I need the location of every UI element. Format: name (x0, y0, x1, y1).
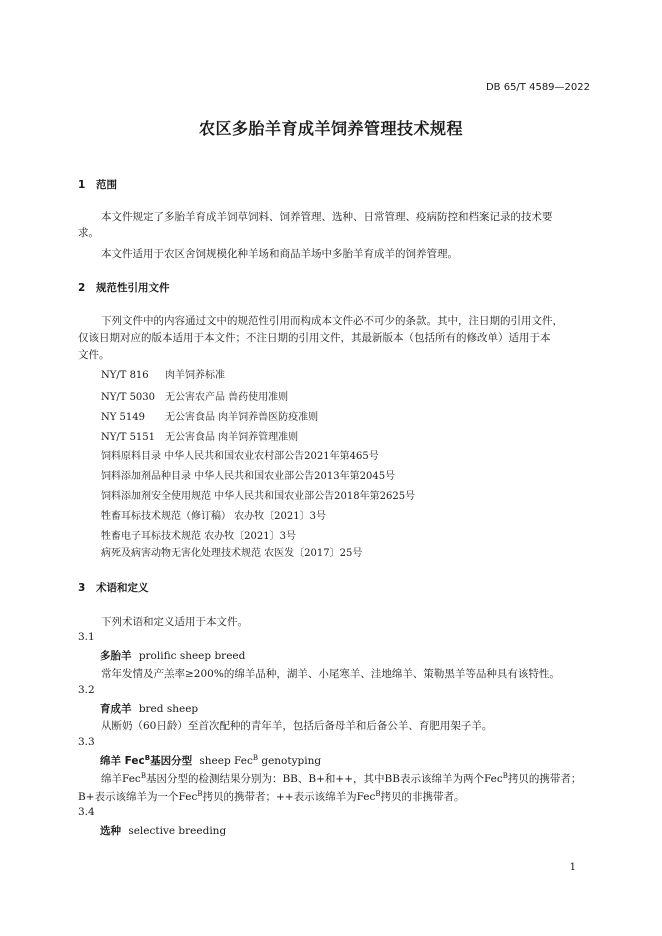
term-definition: 从断奶（60日龄）至首次配种的青年羊，包括后备母羊和后备公羊、育肥用架子羊。 (101, 720, 493, 732)
term-name-en-part: genotyping (261, 755, 322, 767)
term-name-en: bred sheep (138, 703, 199, 715)
section-2-number: 2 (78, 282, 86, 294)
reference-code: NY/T 5151 (101, 432, 156, 443)
reference-title: 无公害农产品 兽药使用准则 (165, 392, 289, 403)
section-2-title: 规范性引用文件 (96, 282, 170, 294)
reference-doc: 饲料添加剂品种目录 中华人民共和国农业部公告2013年第2045号 (101, 471, 396, 482)
reference-item (101, 388, 288, 403)
reference-doc: 牲畜电子耳标技术规范 农办牧〔2021〕3号 (101, 531, 296, 542)
term-name (100, 753, 321, 768)
definition-part: B+表示该绵羊为一个Fec (78, 791, 198, 803)
reference-item (101, 408, 318, 423)
term-name (100, 823, 226, 838)
superscript: B (140, 772, 146, 780)
section-3-intro: 下列术语和定义适用于本文件。 (101, 616, 248, 628)
reference-item (101, 428, 298, 443)
term-number: 3.2 (78, 684, 95, 696)
term-number: 3.4 (78, 806, 95, 818)
definition-part: 拷贝的携带者；++表示该绵羊为Fec (202, 791, 376, 803)
section-2-heading (78, 280, 170, 295)
term-name-zh: 育成羊 (100, 703, 132, 715)
definition-part: 绵羊Fec (101, 773, 141, 785)
superscript: B (144, 754, 151, 762)
term-definition-line-2 (78, 789, 465, 804)
section-1-para-1-line-2: 求。 (78, 227, 99, 239)
section-3-title: 术语和定义 (96, 582, 149, 594)
definition-part: 拷贝的非携带者。 (380, 791, 465, 803)
reference-doc: 饲料原料目录 中华人民共和国农业农村部公告2021年第465号 (101, 451, 379, 462)
reference-doc: 牲畜耳标技术规范（修订稿） 农办牧〔2021〕3号 (101, 511, 326, 522)
term-name (100, 701, 198, 716)
term-name-zh: 多胎羊 (100, 650, 132, 662)
term-definition: 常年发情及产羔率≥200%的绵羊品种，湖羊、小尾寒羊、洼地绵羊、策勒黑羊等品种具有该特性。 (101, 668, 560, 680)
document-title: 农区多胎羊育成羊饲养管理技术规程 (198, 119, 463, 138)
section-2-intro-line-1: 下列文件中的内容通过文中的规范性引用而构成本文件必不可少的条款。其中，注日期的引用文件， (101, 315, 563, 327)
term-number: 3.1 (78, 631, 95, 643)
page-number: 1 (569, 862, 576, 873)
term-number: 3.3 (78, 736, 95, 748)
reference-code: NY/T 5030 (101, 392, 156, 403)
reference-title: 无公害食品 肉羊饲养兽医防疫准则 (165, 412, 319, 423)
reference-doc: 病死及病害动物无害化处理技术规范 农医发〔2017〕25号 (101, 548, 363, 559)
section-3-number: 3 (78, 582, 86, 594)
term-name-zh: 选种 (100, 825, 121, 837)
term-definition-line-1 (101, 771, 581, 786)
term-name-en (199, 755, 321, 767)
definition-part: 基因分型的检测结果分别为：BB、B+和++，其中BB表示该绵羊为两个Fec (145, 773, 503, 785)
reference-title: 肉羊饲养标准 (165, 370, 225, 381)
term-name (100, 648, 245, 663)
section-1-heading (78, 177, 117, 192)
document-code: DB 65/T 4589—2022 (485, 82, 590, 93)
section-1-para-1-line-1: 本文件规定了多胎羊育成羊饲草饲料、饲养管理、选种、日常管理、疫病防控和档案记录的技术要 (101, 211, 553, 223)
term-name-part: 绵羊 Fec (100, 755, 145, 767)
superscript: B (197, 790, 203, 798)
section-3-heading (78, 580, 149, 595)
section-1-para-2: 本文件适用于农区舍饲规模化种羊场和商品羊场中多胎羊育成羊的饲养管理。 (101, 248, 458, 260)
section-1-title: 范围 (96, 179, 117, 191)
term-name-part: 基因分型 (150, 755, 193, 767)
reference-doc: 饲料添加剂安全使用规范 中华人民共和国农业部公告2018年第2625号 (101, 491, 416, 502)
term-name-en: prolific sheep breed (138, 650, 246, 662)
section-2-intro-line-2: 仅该日期对应的版本适用于本文件；不注日期的引用文件，其最新版本（包括所有的修改单）适用于本 (78, 332, 551, 344)
definition-part: 拷贝的携带者； (507, 773, 582, 785)
reference-code: NY/T 816 (101, 370, 149, 381)
section-1-number: 1 (78, 179, 86, 191)
reference-code: NY 5149 (101, 412, 145, 423)
superscript: B (375, 790, 381, 798)
term-name-en-part: sheep Fec (199, 755, 253, 767)
reference-title: 无公害食品 肉羊饲养管理准则 (165, 432, 299, 443)
reference-item (101, 366, 225, 381)
superscript: B (502, 772, 508, 780)
section-2-intro-line-3: 文件。 (78, 349, 110, 361)
superscript: B (252, 754, 259, 762)
term-name-en: selective breeding (128, 825, 227, 837)
